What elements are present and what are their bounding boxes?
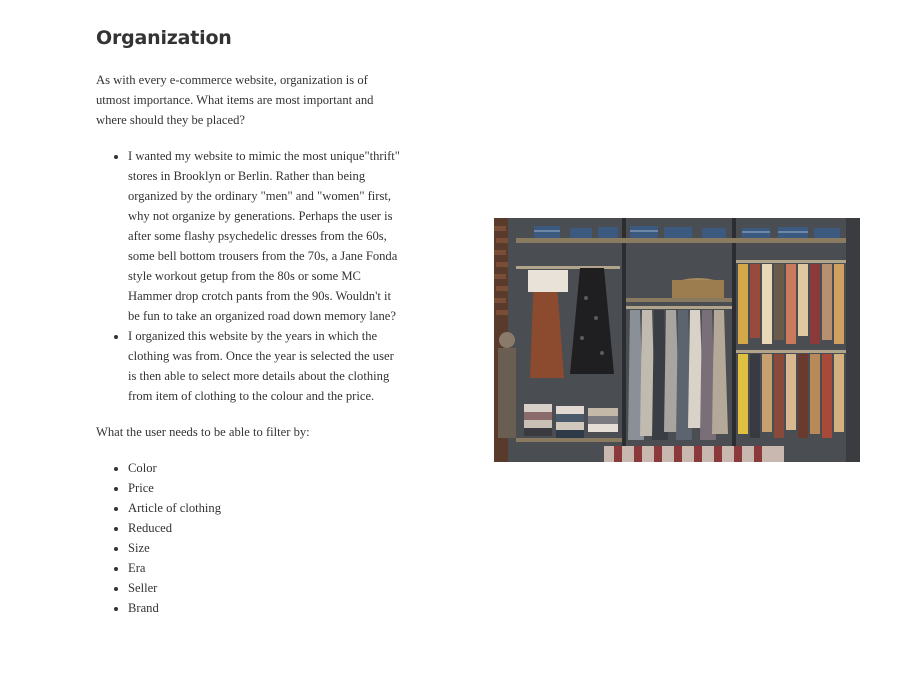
filter-item-reduced: • Reduced [128,518,402,538]
filter-item-seller: • Seller [128,578,402,598]
filter-item-size: • Size [128,538,402,558]
filter-item-era: • Era [128,558,402,578]
list-item: • I wanted my website to mimic the most unique"thrift" stores in Brooklyn or Berlin. Rather than being organized by the ordinary "men" and "women" first, why not organize by generations. Perhaps the user is after some flashy psychedelic dresses from the 60s, some bell bottom trousers from the 70s, a Jane Fonda style workout getup from the 80s or some MC Hammer drop crotch pants from the 90s. Wouldn't it be fun to take an organized road down memory lane? [128,146,402,326]
filter-item-brand: • Brand [128,598,402,618]
section-title: Organization [96,27,232,49]
intro-paragraph: As with every e-commerce website, organization is of utmost importance. What items are most important and where should they be placed? [96,73,374,127]
filter-item-color: • Color [128,458,402,478]
filter-item-price: • Price [128,478,402,498]
list-item: • I organized this website by the years in which the clothing was from. Once the year is selected the user is then able to select more details about the clothing from item of clothing to the colour and the price. [128,326,402,406]
points-list [96,146,402,406]
filter-list [96,458,402,618]
filter-intro: What the user needs to be able to filter by: [96,425,310,439]
filter-item-article: • Article of clothing [128,498,402,518]
organization-section [96,22,402,634]
clothing-store-photo [494,218,860,462]
